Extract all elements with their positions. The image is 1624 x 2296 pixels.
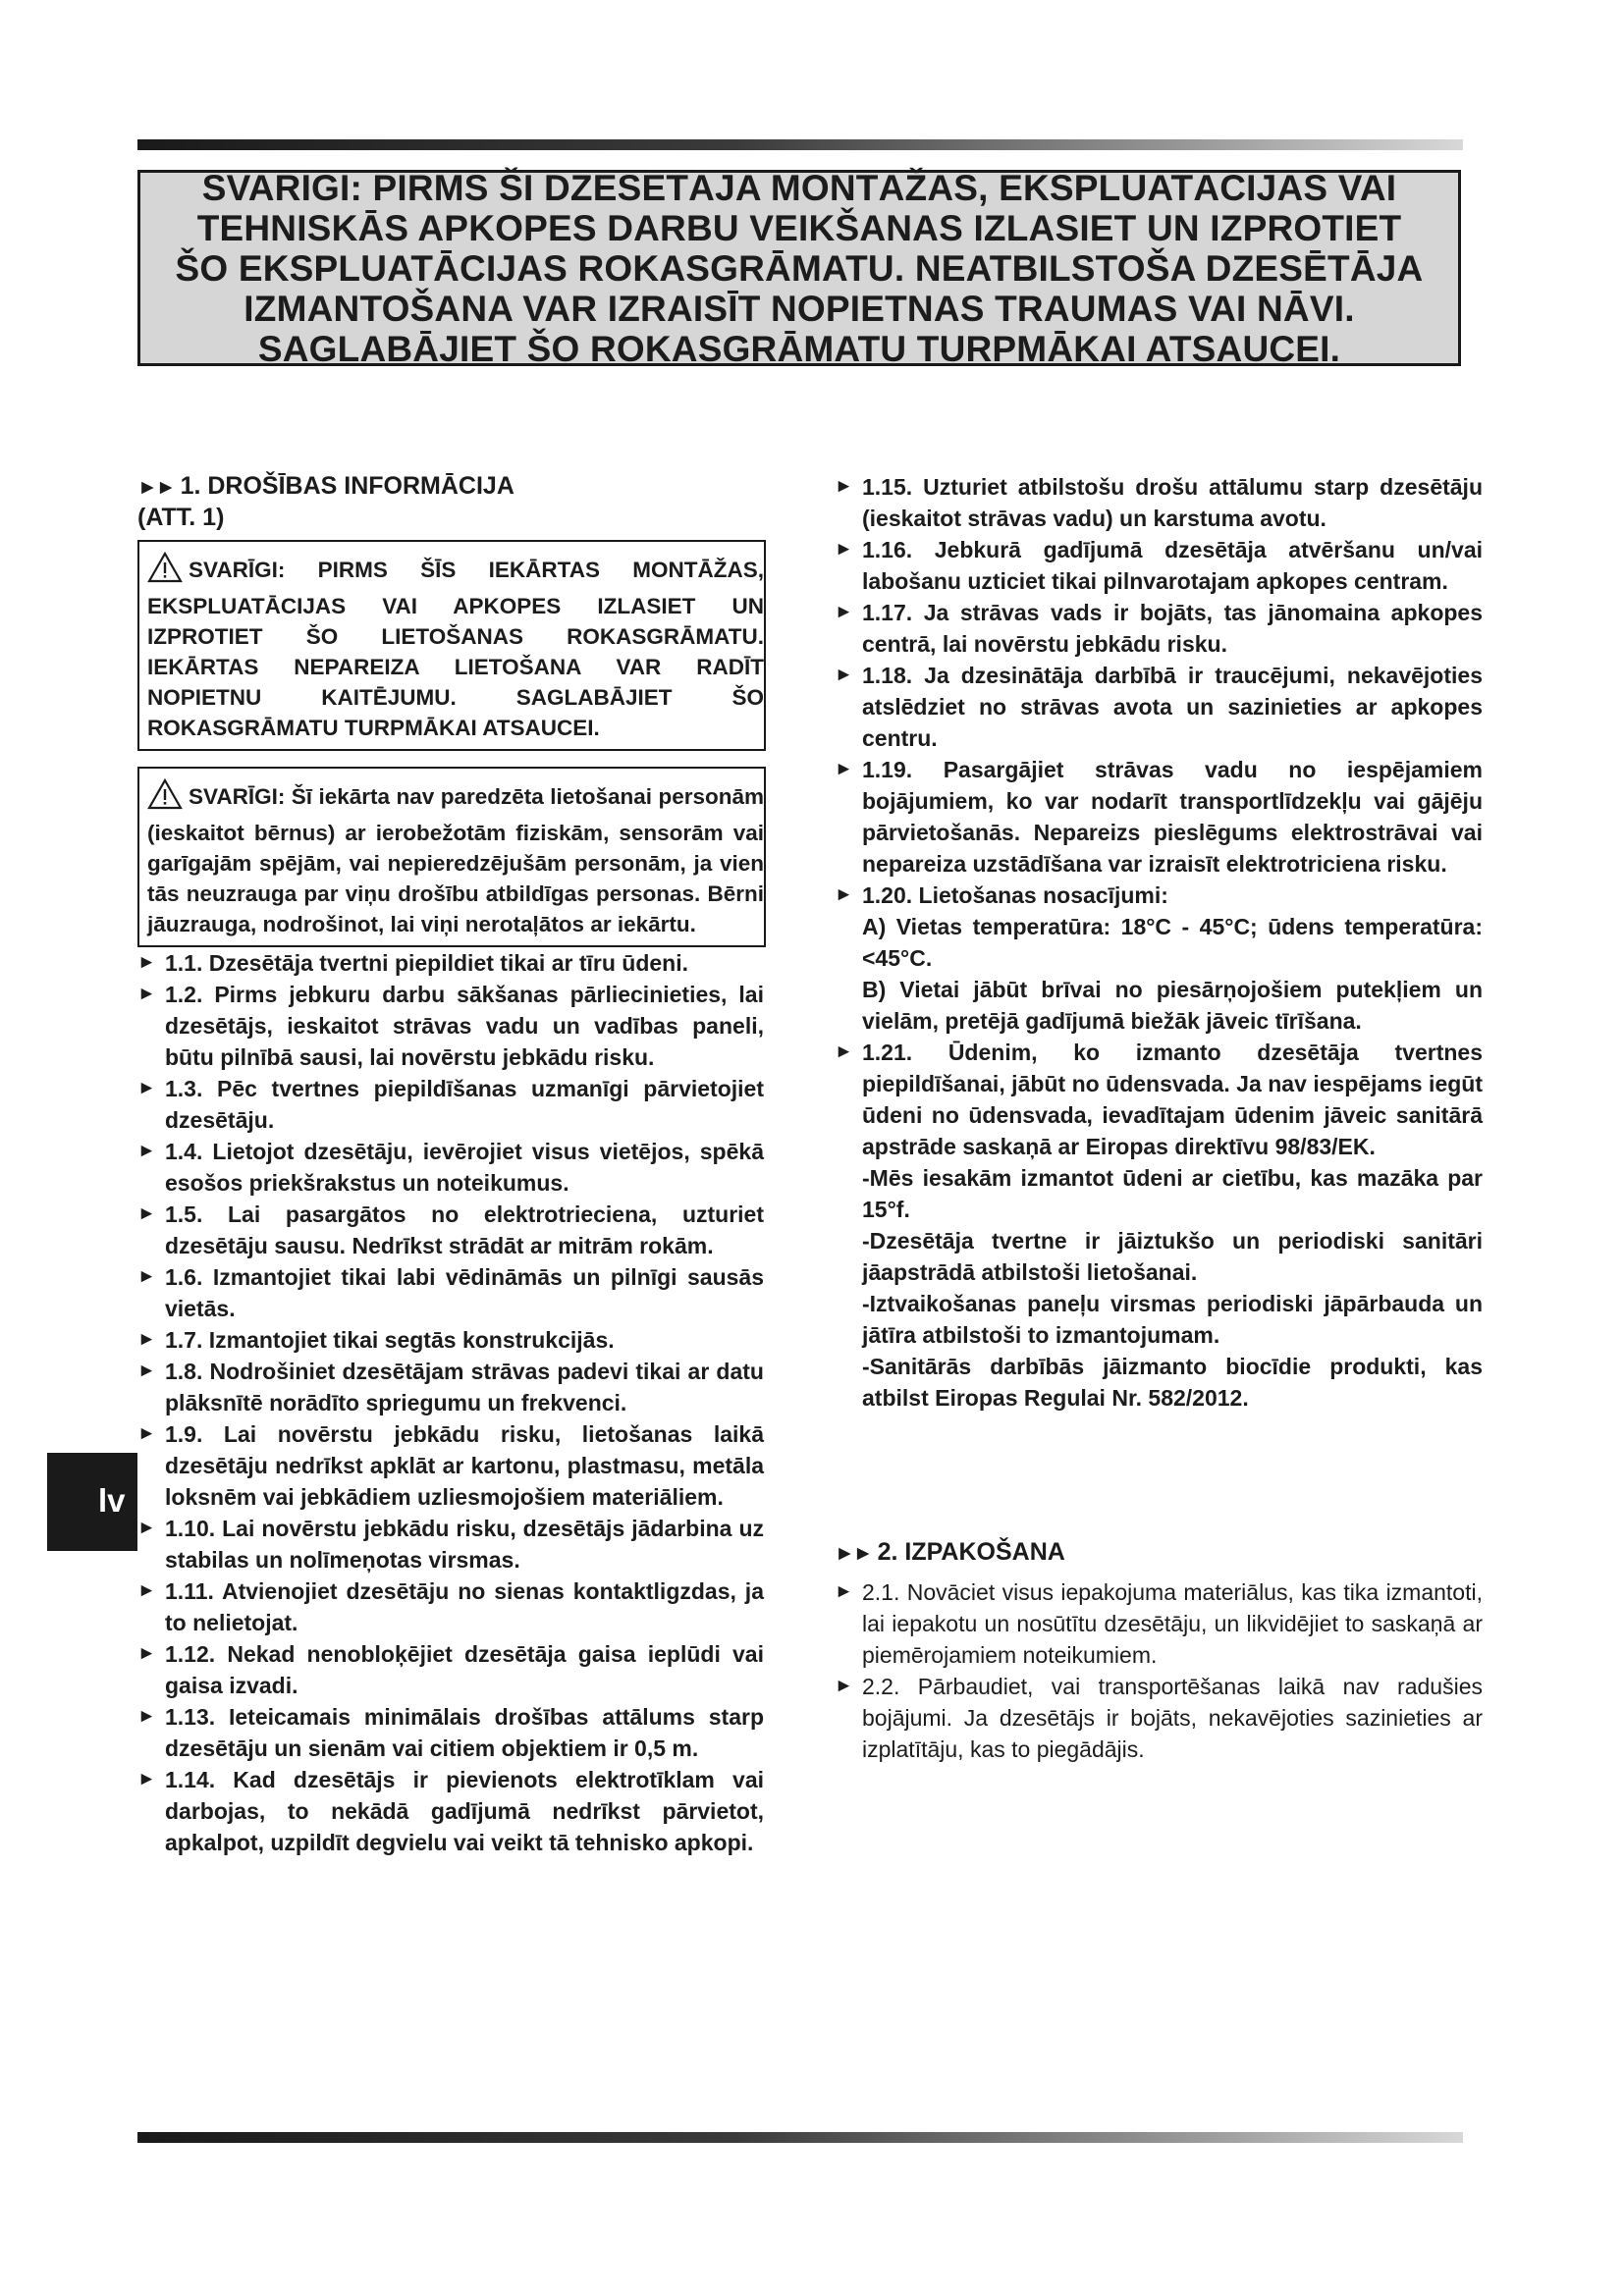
list-item: [137, 947, 764, 979]
warning-1-text: SVARĪGI: PIRMS ŠĪS IEKĀRTAS MONTĀŽAS, EKSPLUATĀCIJAS VAI APKOPES IZLASIET UN IZPROTIET ŠO LIETOŠANAS ROKASGRĀMATU. IEKĀRTAS NEPAREIZA LIETOŠANA VAR RADĪT NOPIETNU KAITĒJUMU. SAGLABĀJIET ŠO ROKASGRĀMATU TURPMĀKAI ATSAUCEI.: [147, 558, 764, 740]
list-item: [137, 1575, 764, 1638]
bullet-arrow-icon: ►: [137, 1078, 156, 1098]
section1-heading: [137, 471, 766, 532]
item-text: 1.13. Ieteicamais minimālais drošības attālums starp dzesētāju un sienām vai citiem objektiem ir 0,5 m.: [165, 1704, 764, 1761]
language-tab-label: lv: [98, 1482, 126, 1519]
list-item: [835, 597, 1483, 660]
bullet-arrow-icon: ►: [835, 1676, 853, 1696]
section2-heading: [835, 1537, 1483, 1569]
section1-arrows: ►►: [137, 476, 175, 499]
item-text: 2.2. Pārbaudiet, vai transportēšanas laikā nav radušies bojājumi. Ja dzesētājs ir bojāts, nekavējoties sazinieties ar izplatītāju, kas to piegādājis.: [862, 1674, 1483, 1762]
condition-a: A) Vietas temperatūra: 18°C - 45°C; ūdens temperatūra: <45°C.: [862, 914, 1483, 971]
bullet-arrow-icon: ►: [835, 1581, 853, 1602]
bullet-arrow-icon: ►: [835, 665, 853, 685]
item-text: 1.8. Nodrošiniet dzesētājam strāvas padevi tikai ar datu plāksnītē norādīto spriegumu un frekvenci.: [165, 1359, 764, 1415]
warning-box-2: [137, 767, 766, 947]
list-item: [835, 534, 1483, 597]
bullet-arrow-icon: ►: [835, 539, 853, 560]
item-text: 1.20. Lietošanas nosacījumi:: [862, 882, 1168, 908]
bullet-arrow-icon: ►: [137, 1361, 156, 1381]
section1-subtitle: (ATT. 1): [137, 504, 225, 531]
list-item: [835, 660, 1483, 754]
list-item: [835, 1671, 1483, 1765]
item-text: 1.19. Pasargājiet strāvas vadu no iespējamiem bojājumiem, ko var nodarīt transportlīdzekļu vai gājēju pārvietošanās. Nepareizs pieslēgums elektrostrāvai vai nepareiza uzstādīšana var izraisīt elektrotriciena risku.: [862, 757, 1483, 877]
list-item: [137, 1261, 764, 1324]
bullet-arrow-icon: ►: [137, 1643, 156, 1664]
item-text: 1.15. Uzturiet atbilstošu drošu attālumu starp dzesētāju (ieskaitot strāvas vadu) un karstuma avotu.: [862, 474, 1483, 531]
right-column: [835, 471, 1483, 1765]
banner-text: SVARĪGI: PIRMS ŠĪ DZESĒTĀJA MONTĀŽAS, EKSPLUATĀCIJAS VAI TEHNISKĀS APKOPES DARBU VEIKŠANAS IZLASIET UN IZPROTIET ŠO EKSPLUATĀCIJAS ROKASGRĀMATU. NEATBILSTOŠA DZESĒTĀJA IZMANTOŠANA VAR IZRAISĪT NOPIETNAS TRAUMAS VAI NĀVI. SAGLABĀJIET ŠO ROKASGRĀMATU TURPMĀKAI ATSAUCEI.: [175, 167, 1424, 369]
bullet-arrow-icon: ►: [835, 1041, 853, 1062]
item-text: 1.17. Ja strāvas vads ir bojāts, tas jānomaina apkopes centrā, lai novērstu jebkādu risku.: [862, 600, 1483, 657]
water-note: -Iztvaikošanas paneļu virsmas periodiski jāpārbauda un jātīra atbilstoši to izmantojumam.: [862, 1291, 1483, 1348]
item-text: 1.21. Ūdenim, ko izmanto dzesētāja tvertnes piepildīšanai, jābūt no ūdensvada. Ja nav iespējams iegūt ūdeni no ūdensvada, ievadītajam ūdenim jāveic sanitārā apstrāde saskaņā ar Eiropas direktīvu 98/83/EK.: [862, 1040, 1483, 1159]
item-text: 1.12. Nekad nenobloķējiet dzesētāja gaisa ieplūdi vai gaisa izvadi.: [165, 1641, 764, 1698]
list-item: [835, 754, 1483, 880]
important-banner: [137, 167, 1461, 369]
bullet-arrow-icon: ►: [137, 1706, 156, 1727]
section2-title: 2. IZPAKOŠANA: [877, 1538, 1065, 1566]
list-item-water: [835, 1037, 1483, 1162]
bullet-arrow-icon: ►: [835, 476, 853, 497]
bullet-arrow-icon: ►: [137, 952, 156, 973]
item-text: 1.6. Izmantojiet tikai labi vēdināmās un pilnīgi sausās vietās.: [165, 1264, 764, 1321]
bullet-arrow-icon: ►: [137, 984, 156, 1004]
bullet-arrow-icon: ►: [835, 759, 853, 779]
section2-arrows: ►►: [835, 1542, 872, 1565]
bullet-arrow-icon: ►: [137, 1518, 156, 1538]
list-item: [835, 1576, 1483, 1671]
bullet-arrow-icon: ►: [835, 884, 853, 905]
warning-box-1: [137, 540, 766, 751]
list-item: [137, 1701, 764, 1764]
list-item: [137, 1638, 764, 1701]
top-rule: [137, 139, 1463, 150]
bullet-arrow-icon: ►: [835, 602, 853, 622]
list-item: [137, 1136, 764, 1199]
item-text: 1.16. Jebkurā gadījumā dzesētāja atvēršanu un/vai labošanu uzticiet tikai pilnvarotajam apkopes centram.: [862, 537, 1483, 594]
item-text: 1.10. Lai novērstu jebkādu risku, dzesētājs jādarbina uz stabilas un nolīmeņotas virsmas.: [165, 1516, 764, 1573]
left-column: [137, 471, 766, 1858]
item-text: 2.1. Novāciet visus iepakojuma materiālus, kas tika izmantoti, lai iepakotu un nosūtītu dzesētāju, un likvidējiet to saskaņā ar piemērojamiem noteikumiem.: [862, 1579, 1483, 1668]
item-text: 1.1. Dzesētāja tvertni piepildiet tikai ar tīru ūdeni.: [165, 950, 688, 976]
list-item: [137, 1199, 764, 1261]
item-text: 1.3. Pēc tvertnes piepildīšanas uzmanīgi pārvietojiet dzesētāju.: [165, 1076, 764, 1133]
item-text: 1.11. Atvienojiet dzesētāju no sienas kontaktligzdas, ja to nelietojat.: [165, 1578, 764, 1635]
list-item: [835, 471, 1483, 534]
bullet-arrow-icon: ►: [137, 1329, 156, 1350]
list-item: [137, 1073, 764, 1136]
water-note: -Mēs iesakām izmantot ūdeni ar cietību, kas mazāka par 15°f.: [862, 1165, 1483, 1222]
list-item: [137, 1324, 764, 1356]
bullet-arrow-icon: ►: [137, 1423, 156, 1444]
warning-triangle-icon: [147, 552, 183, 591]
warning-triangle-icon: [147, 778, 183, 818]
list-item-conditions: [835, 880, 1483, 911]
bottom-rule: [137, 2132, 1463, 2143]
item-text: 1.2. Pirms jebkuru darbu sākšanas pārliecinieties, lai dzesētājs, ieskaitot strāvas vadu un vadības paneli, būtu pilnībā sausi, lai novērstu jebkādu risku.: [165, 982, 764, 1070]
list-item: [137, 1418, 764, 1513]
list-item: [137, 1513, 764, 1575]
item-text: 1.4. Lietojot dzesētāju, ievērojiet visus vietējos, spēkā esošos priekšrakstus un noteikumus.: [165, 1139, 764, 1196]
water-note: -Sanitārās darbībās jāizmanto biocīdie produkti, kas atbilst Eiropas Regulai Nr. 582/2012.: [862, 1354, 1483, 1411]
bullet-arrow-icon: ►: [137, 1266, 156, 1287]
item-text: 1.5. Lai pasargātos no elektrotrieciena, uzturiet dzesētāju sausu. Nedrīkst strādāt ar mitrām rokām.: [165, 1201, 764, 1258]
bullet-arrow-icon: ►: [137, 1580, 156, 1601]
item-text: 1.9. Lai novērstu jebkādu risku, lietošanas laikā dzesētāju nedrīkst apklāt ar kartonu, plastmasu, metāla loksnēm vai jebkādiem uzliesmojošiem materiāliem.: [165, 1421, 764, 1510]
bullet-arrow-icon: ►: [137, 1141, 156, 1161]
list-item: [137, 1764, 764, 1858]
item-text: 1.14. Kad dzesētājs ir pievienots elektrotīklam vai darbojas, to nekādā gadījumā nedrīkst pārvietot, apkalpot, uzpildīt degvielu vai veikt tā tehnisko apkopi.: [165, 1767, 764, 1855]
item-text: 1.7. Izmantojiet tikai segtās konstrukcijās.: [165, 1327, 615, 1353]
warning-2-text: SVARĪGI: Šī iekārta nav paredzēta lietošanai personām (ieskaitot bērnus) ar ierobežotām fiziskām, sensorām vai garīgajām spējām, vai nepieredzējušām personām, ja vien tās neuzrauga par viņu drošību atbildīgas personas. Bērni jāuzrauga, nodrošinot, lai viņi nerotaļātos ar iekārtu.: [147, 784, 764, 936]
condition-b: B) Vietai jābūt brīvai no piesārņojošiem putekļiem un vielām, pretējā gadījumā biežāk jāveic tīrīšana.: [862, 977, 1483, 1034]
water-note: -Dzesētāja tvertne ir jāiztukšo un periodiski sanitāri jāapstrādā atbilstoši lietošanai.: [862, 1228, 1483, 1285]
section1-title: 1. DROŠĪBAS INFORMĀCIJA: [180, 472, 514, 500]
item-text: 1.18. Ja dzesinātāja darbībā ir traucējumi, nekavējoties atslēdziet no strāvas avota un sazinieties ar apkopes centru.: [862, 663, 1483, 751]
bullet-arrow-icon: ►: [137, 1203, 156, 1224]
list-item: [137, 1356, 764, 1418]
bullet-arrow-icon: ►: [137, 1769, 156, 1789]
list-item: [137, 979, 764, 1073]
